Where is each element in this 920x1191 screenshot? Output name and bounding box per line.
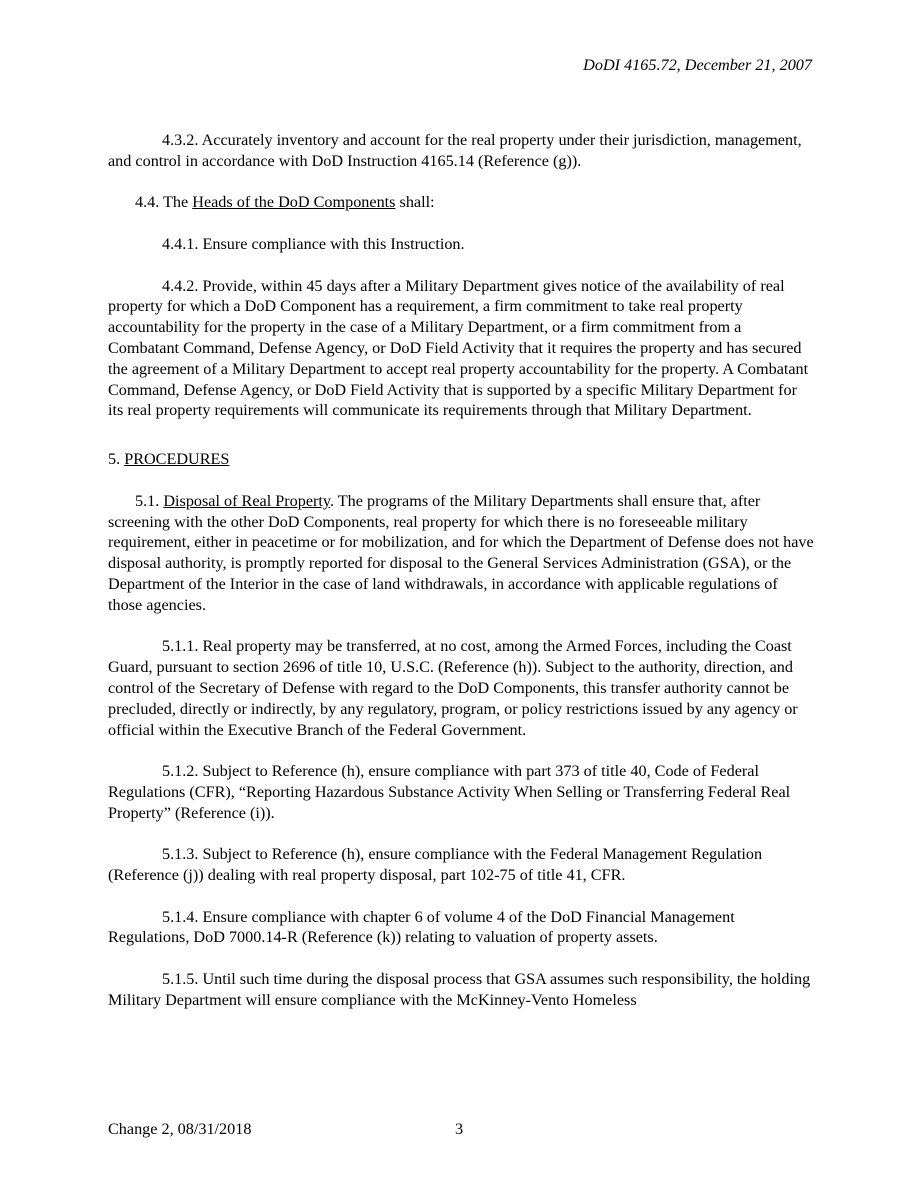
paragraph-4-4-suffix: shall: [395, 193, 435, 212]
section-5-number: 5. [108, 450, 125, 469]
paragraph-4-4-heading: Heads of the DoD Components [192, 193, 396, 212]
paragraph-5-1-prefix: 5.1. [135, 491, 164, 510]
paragraph-4-4-2: 4.4.2. Provide, within 45 days after a Military Department gives notice of the availability of real property for which a DoD Component has a requirement, a firm commitment to take real property accountability for the property in the case of a Military Department, or a firm commitment from a Combatant Command, Defense Agency, or DoD Field Activity that it requires the property and has secured the agreement of a Military Department to accept real property accountability for the property. A Combatant Command, Defense Agency, or DoD Field Activity that is supported by a specific Military Department for its real property requirements will communicate its requirements through that Military Department. [108, 276, 809, 420]
paragraph-4-4-1: 4.4.1. Ensure compliance with this Instruction. [162, 234, 465, 253]
footer-change-note: Change 2, 08/31/2018 [108, 1120, 252, 1138]
paragraph-5-1-2: 5.1.2. Subject to Reference (h), ensure compliance with part 373 of title 40, Code of Federal Regulations (CFR), “Reporting Hazardous Substance Activity When Selling or Transferring Federal Real Property” (Reference (i)). [108, 762, 791, 822]
paragraph-5-1-3: 5.1.3. Subject to Reference (h), ensure compliance with the Federal Management Regulation (Reference (j)) dealing with real property disposal, part 102-75 of title 41, CFR. [108, 845, 763, 885]
section-5-title: PROCEDURES [124, 450, 230, 469]
section-5-heading [108, 449, 814, 470]
paragraph-5-1-heading: Disposal of Real Property [163, 491, 330, 510]
paragraph-5-1-text: . The programs of the Military Departments shall ensure that, after screening with the other DoD Components, real property for which there is no foreseeable military requirement, either in peacetime or for mobilization, and for which the Department of Defense does not have disposal authority, is promptly reported for disposal to the General Services Administration (GSA), or the Department of the Interior in the case of land withdrawals, in accordance with applicable regulations of those agencies. [108, 491, 814, 614]
page-header-doc-ref: DoDI 4165.72, December 21, 2007 [583, 56, 812, 74]
paragraph-5-1-4: 5.1.4. Ensure compliance with chapter 6 of volume 4 of the DoD Financial Management Regulations, DoD 7000.14-R (Reference (k)) relating to valuation of property assets. [108, 907, 735, 947]
document-body [108, 130, 814, 1031]
paragraph-5-1-1: 5.1.1. Real property may be transferred, at no cost, among the Armed Forces, including the Coast Guard, pursuant to section 2696 of title 10, U.S.C. (Reference (h)). Subject to the authority, direction, and control of the Secretary of Defense with regard to the DoD Components, this transfer authority cannot be precluded, directly or indirectly, by any regulatory, program, or policy restrictions issued by any agency or official within the Executive Branch of the Federal Government. [108, 637, 798, 739]
paragraph-5-1 [108, 491, 814, 616]
paragraph-5-1-5: 5.1.5. Until such time during the disposal process that GSA assumes such responsibility, the holding Military Department will ensure compliance with the McKinney-Vento Homeless [108, 970, 811, 1009]
paragraph-4-4-prefix: 4.4. The [135, 193, 193, 212]
paragraph-4-3-2: 4.3.2. Accurately inventory and account for the real property under their jurisdiction, management, and control in accordance with DoD Instruction 4165.14 (Reference (g)). [108, 131, 802, 170]
footer-page-number: 3 [455, 1120, 464, 1138]
paragraph-4-4 [108, 192, 814, 213]
